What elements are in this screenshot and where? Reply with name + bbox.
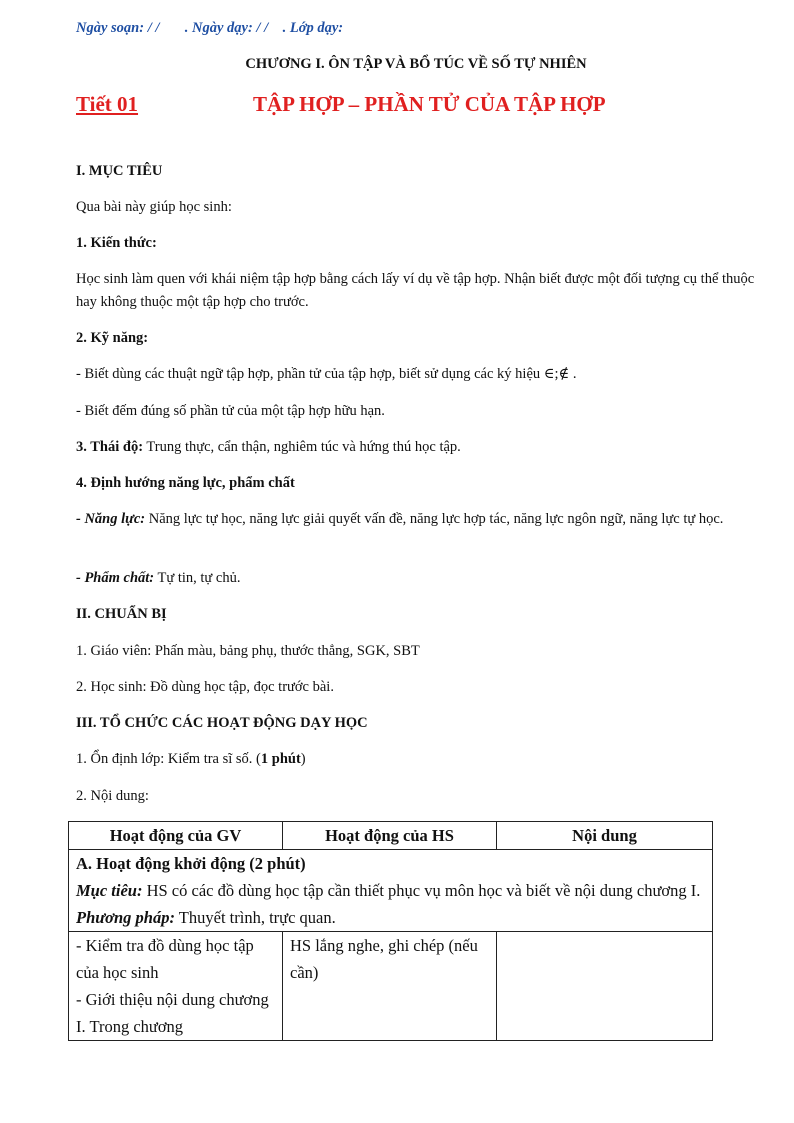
content-cell [497, 932, 713, 1041]
attitude-line [76, 436, 461, 459]
gv-activity-cell [69, 932, 283, 1041]
goal-text: HS có các đồ dùng học tập cần thiết phục vụ môn học và biết về nội dung chương I. [142, 881, 701, 900]
method-line [76, 904, 705, 931]
competence-label: - Năng lực: [76, 511, 146, 527]
orientation-heading: 4. Định hướng năng lực, phẩm chất [76, 475, 295, 491]
objectives-heading: I. MỤC TIÊU [76, 163, 163, 179]
header-content: Nội dung [497, 822, 713, 850]
chapter-title: CHƯƠNG I. ÔN TẬP VÀ BỔ TÚC VỀ SỐ TỰ NHIÊN [245, 56, 587, 72]
header-gv-activity: Hoạt động của GV [69, 822, 283, 850]
lesson-number: Tiết 01 [76, 92, 139, 116]
intro-text: Qua bài này giúp học sinh: [76, 199, 232, 215]
quality-text: Tự tin, tự chủ. [154, 570, 241, 586]
lesson-title: TẬP HỢP – PHẦN TỬ CỦA TẬP HỢP [253, 92, 606, 116]
content-label: 2. Nội dung: [76, 788, 149, 804]
attitude-label: 3. Thái độ: [76, 439, 144, 455]
competence-line [76, 508, 766, 531]
method-label: Phương pháp: [76, 908, 175, 927]
prep-student: 2. Học sinh: Đồ dùng học tập, đọc trước bài. [76, 679, 334, 695]
knowledge-text: Học sinh làm quen với khái niệm tập hợp bằng cách lấy ví dụ về tập hợp. Nhận biết được một đối tượng cụ thể thuộc hay không thuộc một tập hợp cho trước. [76, 271, 755, 310]
skill-2: - Biết đếm đúng số phần tử của một tập hợp hữu hạn. [76, 403, 385, 419]
table-header-row [69, 822, 713, 850]
gv-activity-2: - Giới thiệu nội dung chương I. Trong chương [76, 990, 269, 1036]
teach-date: . Ngày dạy: / / [184, 20, 269, 36]
skills-heading: 2. Kỹ năng: [76, 330, 149, 346]
competence-text: Năng lực tự học, năng lực giải quyết vấn đề, năng lực hợp tác, năng lực ngôn ngữ, năng lực tự học. [145, 511, 724, 527]
quality-line [76, 567, 240, 590]
class-label: . Lớp dạy: [282, 20, 344, 36]
section-a-cell [69, 850, 713, 932]
prep-heading: II. CHUẨN BỊ [76, 606, 167, 622]
section-a-row [69, 850, 713, 932]
gv-activity-1: - Kiểm tra đồ dùng học tập của học sinh [76, 936, 254, 982]
goal-label: Mục tiêu: [76, 881, 143, 900]
quality-label: - Phẩm chất: [76, 570, 155, 586]
goal-line [76, 877, 705, 904]
header-hs-activity: Hoạt động của HS [283, 822, 497, 850]
prep-teacher: 1. Giáo viên: Phấn màu, bảng phụ, thước thẳng, SGK, SBT [76, 643, 420, 659]
skill-1: - Biết dùng các thuật ngữ tập hợp, phần tử của tập hợp, biết sử dụng các ký hiệu ∈;∉ . [76, 366, 577, 382]
stabilize-duration: 1 phút [260, 751, 301, 767]
stabilize-post: ) [300, 751, 306, 767]
prep-date: Ngày soạn: / / [76, 20, 160, 36]
organization-heading: III. TỔ CHỨC CÁC HOẠT ĐỘNG DẠY HỌC [76, 715, 368, 731]
table-row [69, 932, 713, 1041]
attitude-text: Trung thực, cẩn thận, nghiêm túc và hứng thú học tập. [143, 439, 461, 455]
stabilize-line [76, 748, 306, 771]
hs-activity-cell: HS lắng nghe, ghi chép (nếu cần) [283, 932, 497, 1041]
activity-table [68, 821, 713, 1041]
method-text: Thuyết trình, trực quan. [174, 908, 336, 927]
section-a-title: A. Hoạt động khởi động (2 phút) [76, 854, 306, 873]
knowledge-heading: 1. Kiến thức: [76, 235, 157, 251]
date-header [76, 20, 343, 37]
stabilize-pre: 1. Ổn định lớp: Kiểm tra sĩ số. ( [76, 751, 261, 767]
